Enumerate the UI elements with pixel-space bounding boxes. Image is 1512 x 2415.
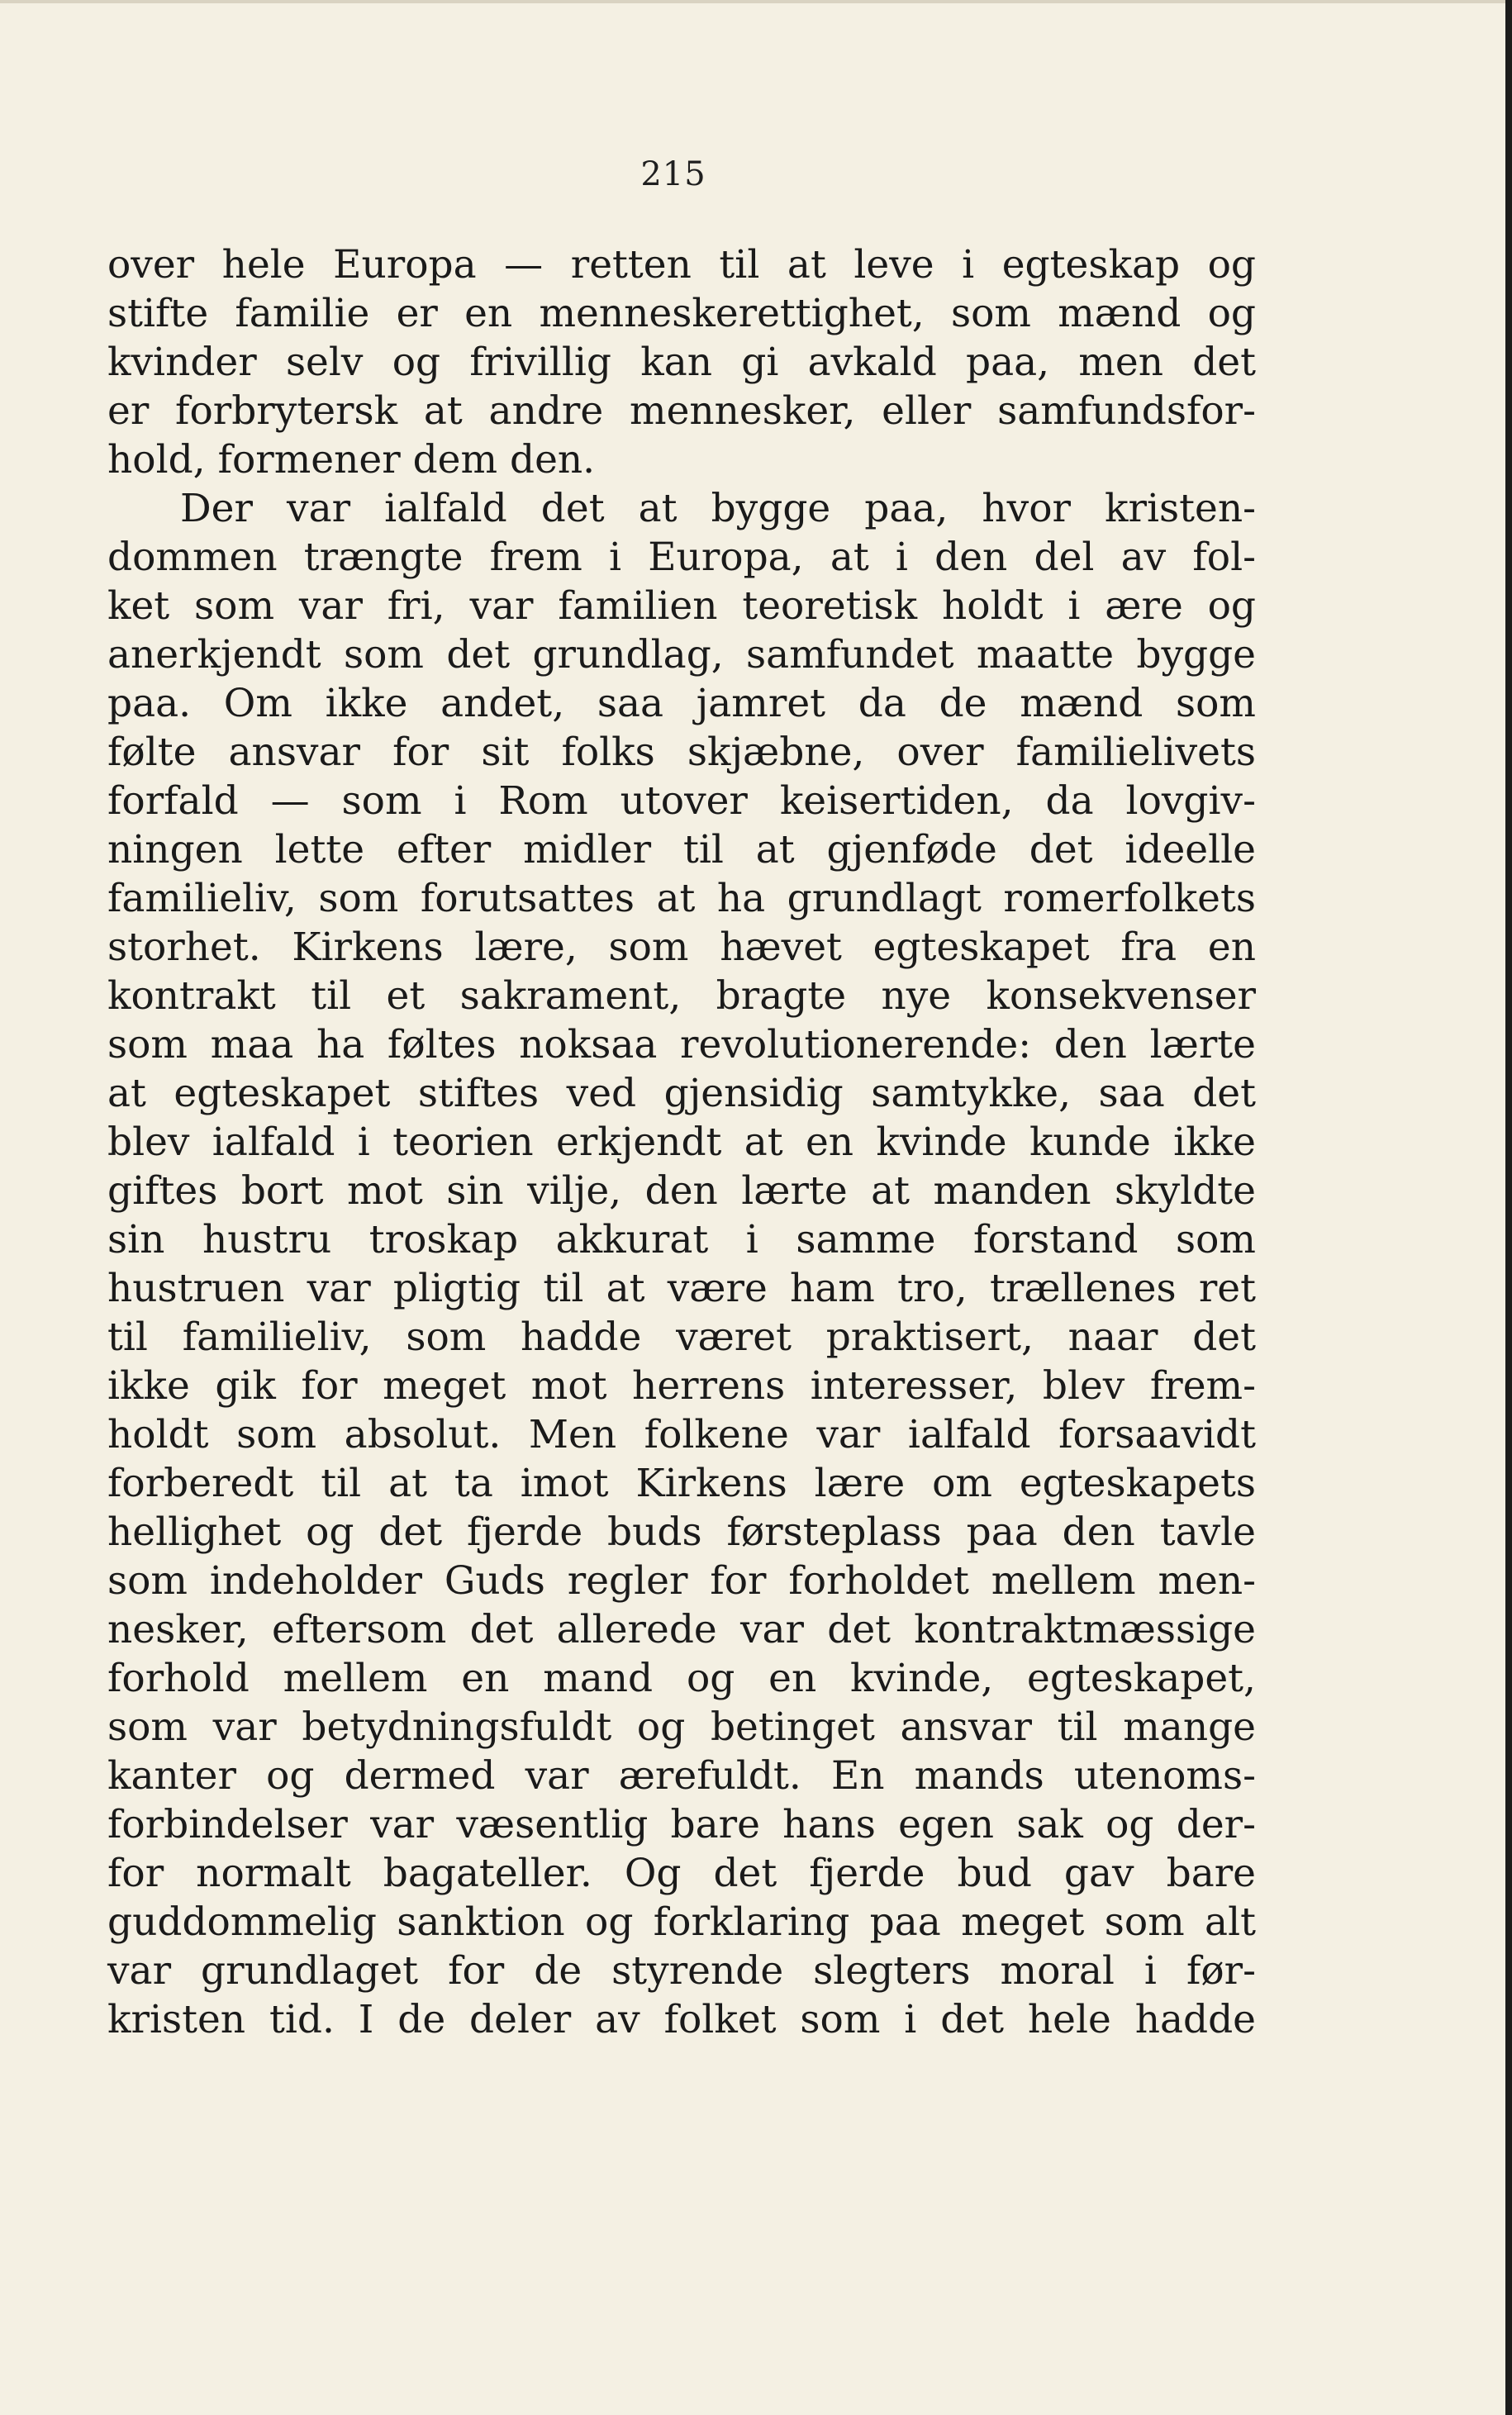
body-text xyxy=(107,240,1256,2044)
text-line: forbindelser var væsentlig bare hans egen sak og der- xyxy=(107,1802,1256,1847)
text-line: ket som var fri, var familien teoretisk holdt i ære og xyxy=(107,583,1256,629)
text-line: kanter og dermed var ærefuldt. En mands utenoms- xyxy=(107,1753,1256,1799)
text-line: Der var ialfald det at bygge paa, hvor kristen- xyxy=(180,486,1256,531)
text-line: var grundlaget for de styrende slegters moral i før- xyxy=(107,1948,1256,1994)
text-line: kontrakt til et sakrament, bragte nye konsekvenser xyxy=(107,973,1256,1019)
text-line: giftes bort mot sin vilje, den lærte at manden skyldte xyxy=(107,1168,1256,1214)
page-number: 215 xyxy=(640,155,706,193)
text-line: ikke gik for meget mot herrens interesser, blev frem- xyxy=(107,1363,1256,1409)
text-line: til familieliv, som hadde været praktisert, naar det xyxy=(107,1314,1256,1360)
text-line: forfald — som i Rom utover keisertiden, da lovgiv- xyxy=(107,778,1256,824)
text-line: familieliv, som forutsattes at ha grundlagt romerfolkets xyxy=(107,876,1256,921)
text-line: paa. Om ikke andet, saa jamret da de mænd som xyxy=(107,681,1256,726)
text-line: sin hustru troskap akkurat i samme forstand som xyxy=(107,1217,1256,1262)
text-line: ningen lette efter midler til at gjenføde det ideelle xyxy=(107,827,1256,872)
text-line: som maa ha føltes noksaa revolutionerende: den lærte xyxy=(107,1022,1256,1067)
text-line: at egteskapet stiftes ved gjensidig samtykke, saa det xyxy=(107,1071,1256,1116)
text-line: hustruen var pligtig til at være ham tro, trællenes ret xyxy=(107,1266,1256,1311)
text-line: hold, formener dem den. xyxy=(107,437,596,483)
text-line: forhold mellem en mand og en kvinde, egteskapet, xyxy=(107,1656,1256,1701)
text-line: storhet. Kirkens lære, som hævet egteskapet fra en xyxy=(107,925,1256,970)
text-line: guddommelig sanktion og forklaring paa meget som alt xyxy=(107,1899,1256,1945)
text-line: er forbrytersk at andre mennesker, eller samfundsfor- xyxy=(107,388,1256,434)
text-line: som var betydningsfuldt og betinget ansvar til mange xyxy=(107,1704,1256,1750)
text-line: nesker, eftersom det allerede var det kontraktmæssige xyxy=(107,1607,1256,1652)
text-line: blev ialfald i teorien erkjendt at en kvinde kunde ikke xyxy=(107,1120,1256,1165)
text-line: holdt som absolut. Men folkene var ialfald forsaavidt xyxy=(107,1412,1256,1457)
text-line: forberedt til at ta imot Kirkens lære om egteskapets xyxy=(107,1461,1256,1506)
text-line: over hele Europa — retten til at leve i egteskap og xyxy=(107,242,1256,288)
page-top-edge xyxy=(0,0,1512,3)
text-line: anerkjendt som det grundlag, samfundet maatte bygge xyxy=(107,632,1256,677)
text-line: følte ansvar for sit folks skjæbne, over familielivets xyxy=(107,730,1256,775)
text-line: for normalt bagateller. Og det fjerde bud gav bare xyxy=(107,1851,1256,1896)
text-line: kristen tid. I de deler av folket som i det hele hadde xyxy=(107,1997,1256,2042)
text-line: hellighet og det fjerde buds førsteplass paa den tavle xyxy=(107,1509,1256,1555)
page-right-edge xyxy=(1505,0,1512,2415)
text-line: kvinder selv og frivillig kan gi avkald paa, men det xyxy=(107,340,1256,385)
text-line: som indeholder Guds regler for forholdet mellem men- xyxy=(107,1558,1256,1604)
text-line: dommen trængte frem i Europa, at i den del av fol- xyxy=(107,535,1256,580)
text-line: stifte familie er en menneskerettighet, som mænd og xyxy=(107,291,1256,336)
